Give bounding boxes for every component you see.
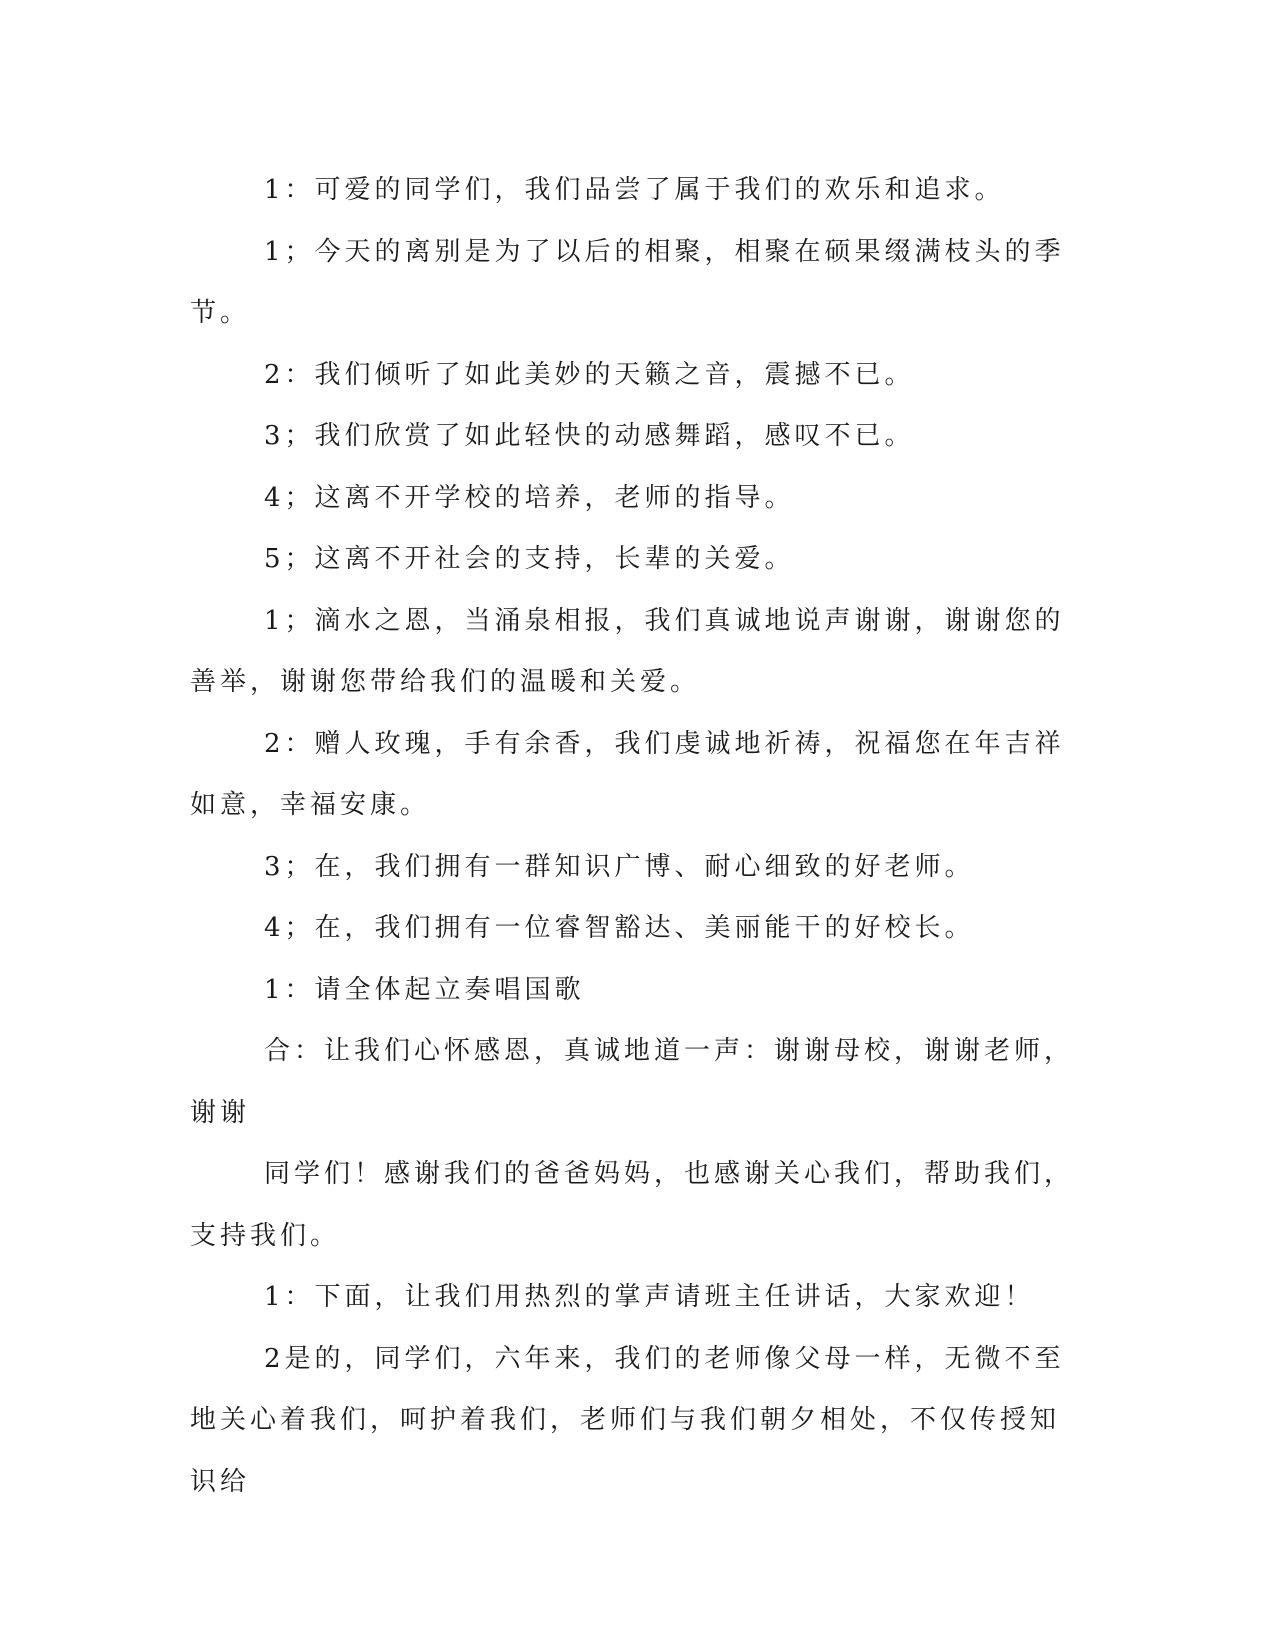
paragraph: 5；这离不开社会的支持，长辈的关爱。 <box>264 544 795 574</box>
paragraph: 1；滴水之恩，当涌泉相报，我们真诚地说声谢谢，谢谢您的善举，谢谢您带给我们的温暖和关爱。 <box>190 605 1065 697</box>
paragraph: 3；在，我们拥有一群知识广博、耐心细致的好老师。 <box>264 851 975 882</box>
paragraph: 同学们！感谢我们的爸爸妈妈，也感谢关心我们，帮助我们，支持我们。 <box>190 1159 1075 1251</box>
paragraph: 2是的，同学们，六年来，我们的老师像父母一样，无微不至地关心着我们，呵护着我们，老师们与我们朝夕相处，不仅传授知识给 <box>190 1343 1065 1497</box>
paragraph: 1：请全体起立奏唱国歌 <box>264 974 585 1005</box>
paragraph: 1：可爱的同学们，我们品尝了属于我们的欢乐和追求。 <box>264 175 1005 205</box>
paragraph: 4；这离不开学校的培养，老师的指导。 <box>264 482 795 513</box>
paragraph: 3；我们欣赏了如此轻快的动感舞蹈，感叹不已。 <box>264 421 915 451</box>
paragraph: 4；在，我们拥有一位睿智豁达、美丽能干的好校长。 <box>264 913 975 943</box>
paragraph: 合：让我们心怀感恩，真诚地道一声：谢谢母校，谢谢老师，谢谢 <box>190 1036 1075 1128</box>
paragraph: 2：我们倾听了如此美妙的天籁之音，震撼不已。 <box>264 359 915 390</box>
paragraph: 1：下面，让我们用热烈的掌声请班主任讲话，大家欢迎！ <box>264 1282 1035 1312</box>
document-body <box>190 160 1080 1513</box>
paragraph: 2：赠人玫瑰，手有余香，我们虔诚地祈祷，祝福您在年吉祥如意，幸福安康。 <box>190 728 1065 820</box>
paragraph: 1；今天的离别是为了以后的相聚，相聚在硕果缀满枝头的季节。 <box>190 236 1065 328</box>
